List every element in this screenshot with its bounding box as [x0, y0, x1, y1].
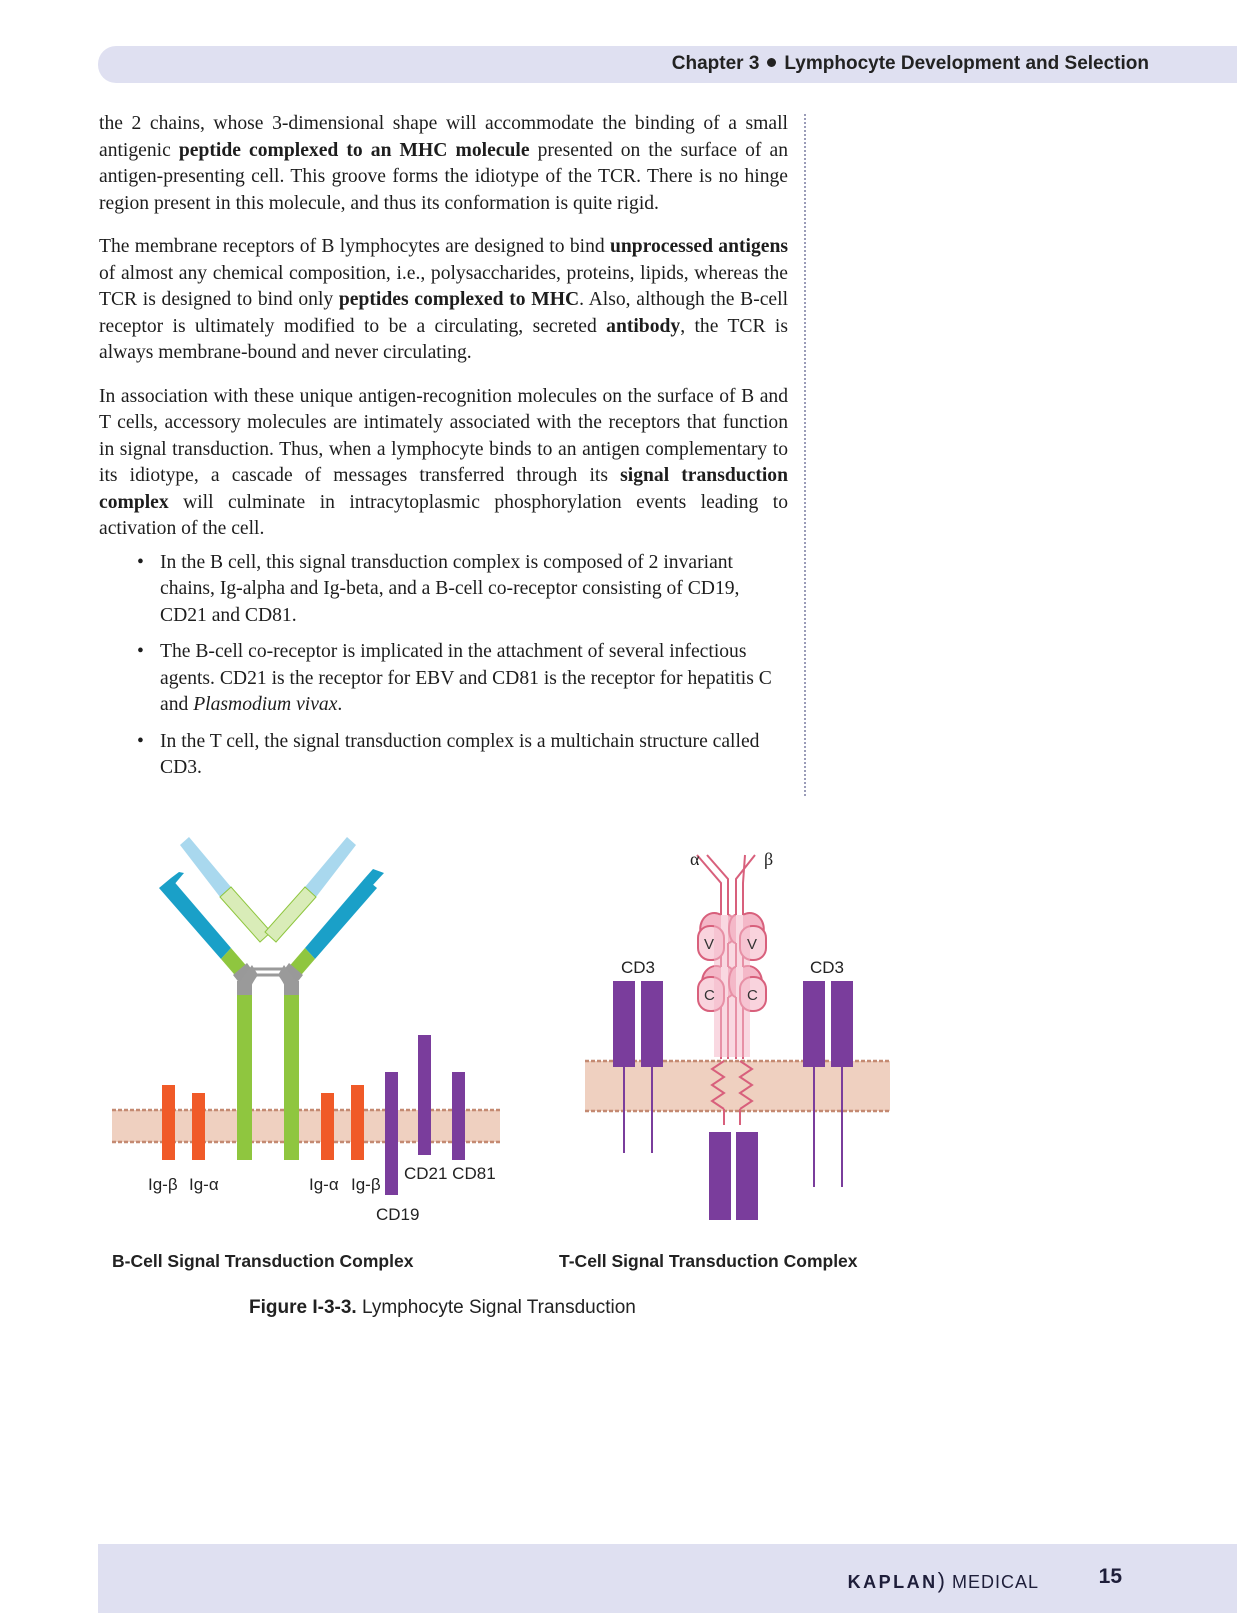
label-v-beta: V	[747, 936, 758, 953]
tcell-membrane	[585, 1061, 890, 1111]
figure-title: Lymphocyte Signal Transduction	[361, 1297, 636, 1318]
label-cd21-cd81: CD21 CD81	[404, 1164, 496, 1183]
figure-caption	[249, 1297, 636, 1319]
paragraph-3: In association with these unique antigen-recognition molecules on the surface of B and T cells, accessory molecules are intimately associated with the receptors that function in signal transduction. Thus, when a lymphocyte binds to an antigen complementary to its idiotype, a cascade of messages transferred through its signal transduction complex will culminate in intracytoplasmic phosphorylation events leading to activation of the cell.	[99, 385, 788, 539]
figure-number: Figure I-3-3.	[249, 1297, 357, 1318]
label-ig-alpha-2: Ig-α	[309, 1175, 339, 1194]
bullet-dot-icon	[767, 58, 776, 67]
bullet-item-1: • In the B cell, this signal transduction complex is composed of 2 invariant chains, Ig-alpha and Ig-beta, and a B-cell co-receptor consisting of CD19, CD21 and CD81.	[160, 550, 788, 630]
label-c-alpha: C	[704, 987, 715, 1004]
kaplan-medical-logo: KAPLAN) MEDICAL	[847, 1568, 1039, 1593]
bcell-diagram	[112, 837, 500, 1271]
tcell-title: T-Cell Signal Transduction Complex	[559, 1251, 858, 1271]
bullet-item-3: • In the T cell, the signal transduction complex is a multichain structure called CD3.	[160, 729, 788, 782]
chapter-label: Chapter 3	[671, 53, 760, 74]
paragraph-2: The membrane receptors of B lymphocytes are designed to bind unprocessed antigens of almost any chemical composition, i.e., polysaccharides, proteins, lipids, whereas the TCR is designed to bind only peptides complexed to MHC. Also, although the B-cell receptor is ultimately modified to be a circulating, secreted antibody, the TCR is always membrane-bound and never circulating.	[99, 236, 789, 363]
margin-rule	[804, 114, 806, 796]
label-c-beta: C	[747, 987, 758, 1004]
label-cd3-right: CD3	[810, 958, 845, 977]
label-cd19: CD19	[376, 1205, 420, 1224]
label-beta: β	[764, 849, 774, 869]
bullet-list	[99, 550, 788, 782]
body-text	[99, 111, 788, 792]
running-header	[672, 53, 1149, 75]
page-number: 15	[1098, 1565, 1122, 1588]
label-v-alpha: V	[704, 936, 715, 953]
bcell-title: B-Cell Signal Transduction Complex	[112, 1251, 414, 1271]
footer-band	[98, 1544, 1237, 1613]
header-band	[98, 46, 1237, 83]
bullet-item-2: • The B-cell co-receptor is implicated in the attachment of several infectious agents. CD21 is the receptor for EBV and CD81 is the receptor for hepatitis C and Plasmodium vivax.	[160, 639, 788, 719]
chapter-title: Lymphocyte Development and Selection	[784, 53, 1149, 74]
paragraph-1: the 2 chains, whose 3-dimensional shape will accommodate the binding of a small antigenic peptide complexed to an MHC molecule presented on the surface of an antigen-presenting cell. This groove forms the idiotype of the TCR. There is no hinge region present in this molecule, and thus its conformation is quite rigid.	[99, 113, 788, 214]
label-ig-alpha-1: Ig-α	[189, 1175, 219, 1194]
logo-brand: KAPLAN	[847, 1572, 938, 1592]
label-ig-beta-2: Ig-β	[351, 1175, 381, 1194]
lymphocyte-signal-figure	[100, 835, 900, 1285]
label-ig-beta-1: Ig-β	[148, 1175, 178, 1194]
label-alpha: α	[690, 849, 700, 869]
tcell-diagram	[559, 849, 890, 1271]
label-cd3-left: CD3	[621, 958, 656, 977]
logo-division: MEDICAL	[951, 1572, 1039, 1592]
tcr-stalk	[714, 915, 750, 1057]
